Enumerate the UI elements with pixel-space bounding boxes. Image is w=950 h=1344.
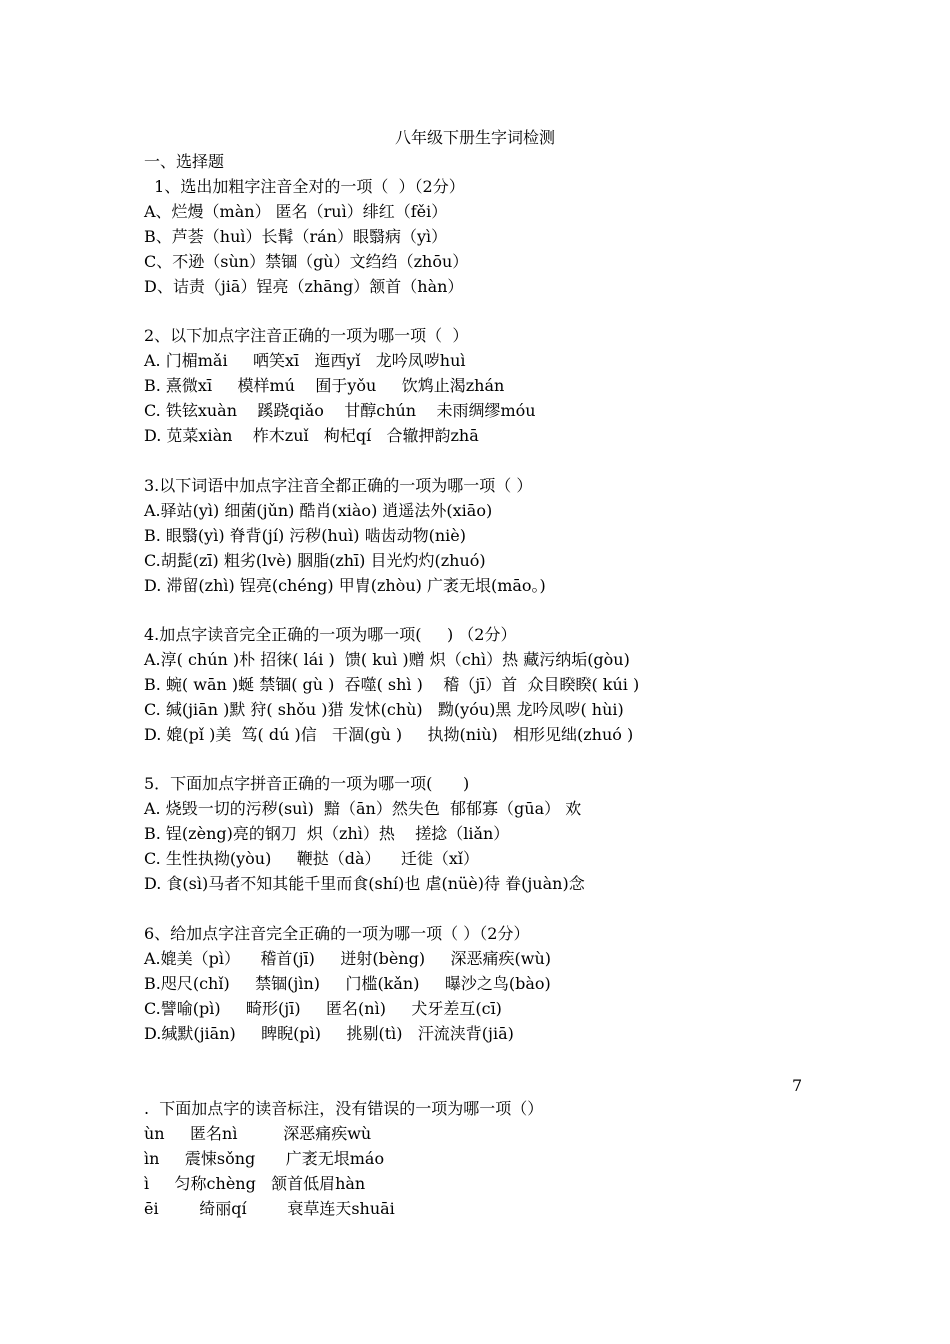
question-3-option-c: C.胡髭(zī) 粗劣(lvè) 胭脂(zhī) 目光灼灼(zhuó) [144, 551, 486, 570]
question-3-option-a: A.驿站(yì) 细菌(jǔn) 酷肖(xiào) 逍遥法外(xiāo) [144, 501, 493, 520]
question-3-option-d: D. 滞留(zhì) 锃亮(chéng) 甲胄(zhòu) 广袤无垠(māo。) [144, 576, 546, 595]
question-7-option-a: ùn 匿名nì 深恶痛疾wù [144, 1124, 372, 1143]
question-4-option-c: C. 缄(jiān )默 狩( shǒu )猎 发怵(chù) 黝(yóu)黑 龙吟凤哕( hùi) [144, 700, 624, 719]
question-1-option-a: A、烂熳（màn） 匿名（ruì）绯红（fěi） [144, 202, 448, 221]
question-1-option-b: B、芦荟（huì）长髯（rán）眼翳病（yì） [144, 227, 448, 246]
question-5-stem: 5．下面加点字拼音正确的一项为哪一项( ) [144, 774, 470, 793]
question-3-option-b: B. 眼翳(yì) 脊背(jí) 污秽(huì) 啮齿动物(niè) [144, 526, 466, 545]
question-4-stem: 4.加点字读音完全正确的一项为哪一项( ) （2分） [144, 625, 517, 644]
question-5-option-a: A. 烧毁一切的污秽(suì) 黯（ān）然失色 郁郁寡（gūa） 欢 [144, 799, 582, 818]
question-6-option-d: D.缄默(jiān) 睥睨(pì) 挑剔(tì) 汗流浃背(jiā) [144, 1024, 514, 1043]
question-5-option-b: B. 锃(zèng)亮的钢刀 炽（zhì）热 搓捻（liǎn） [144, 824, 510, 843]
question-3-stem: 3.以下词语中加点字注音全都正确的一项为哪一项（ ） [144, 476, 533, 495]
question-1-option-c: C、不逊（sùn）禁锢（gù）文绉绉（zhōu） [144, 252, 469, 271]
question-4-option-a: A.淳( chún )朴 招徕( lái ) 馈( kuì )赠 炽（chì）热 藏污纳垢(gòu) [144, 650, 630, 669]
question-7-option-c: ì 匀称chèng 颔首低眉hàn [144, 1174, 366, 1193]
question-6-stem: 6、给加点字注音完全正确的一项为哪一项（ ）（2分） [144, 924, 530, 943]
question-4-option-d: D. 媲(pǐ )美 笃( dú )信 干涸(gù ) 执拗(niù) 相形见绌(zhuó ) [144, 725, 634, 744]
page-title: 八年级下册生字词检测 [394, 128, 555, 147]
question-7-option-b: ìn 震悚sǒng 广袤无垠máo [144, 1149, 385, 1168]
question-5-option-c: C. 生性执拗(yòu) 鞭挞（dà） 迁徙（xǐ） [144, 849, 480, 868]
question-6-option-b: B.咫尺(chǐ) 禁锢(jìn) 门槛(kǎn) 曝沙之鸟(bào) [144, 974, 551, 993]
question-7-option-d: ēi 绮丽qí 衰草连天shuāi [144, 1199, 395, 1218]
question-6-option-a: A.媲美（pì） 稽首(jī) 迸射(bèng) 深恶痛疾(wù) [144, 949, 551, 968]
question-2-stem: 2、以下加点字注音正确的一项为哪一项（ ） [144, 326, 469, 345]
question-2-option-d: D. 苋菜xiàn 柞木zuǐ 枸杞qí 合辙押韵zhā [144, 426, 479, 445]
question-1-stem: 1、选出加粗字注音全对的一项（ ）（2分） [144, 177, 465, 196]
question-1-option-d: D、诘责（jiā）锃亮（zhāng）颔首（hàn） [144, 277, 464, 296]
question-2-option-b: B. 熹微xī 模样mú 囿于yǒu 饮鸩止渴zhán [144, 376, 505, 395]
question-5-option-d: D. 食(sì)马者不知其能千里而食(shí)也 虐(nüè)待 眷(juàn)念 [144, 874, 585, 893]
page-number: 7 [792, 1076, 803, 1095]
question-7-stem: . 下面加点字的读音标注，没有错误的一项为哪一项（） [144, 1099, 544, 1118]
question-6-option-c: C.譬喻(pì) 畸形(jī) 匿名(nì) 犬牙差互(cī) [144, 999, 502, 1018]
section-heading: 一、选择题 [144, 152, 225, 171]
question-2-option-c: C. 铁铉xuàn 蹊跷qiǎo 甘醇chún 未雨绸缪móu [144, 401, 536, 420]
question-2-option-a: A. 门楣mǎi 哂笑xī 迤西yǐ 龙吟凤哕huì [144, 351, 466, 370]
question-4-option-b: B. 蜿( wān )蜒 禁锢( gù ) 吞噬( shì ) 稽（jī）首 众目睽睽( kúi ) [144, 675, 640, 694]
